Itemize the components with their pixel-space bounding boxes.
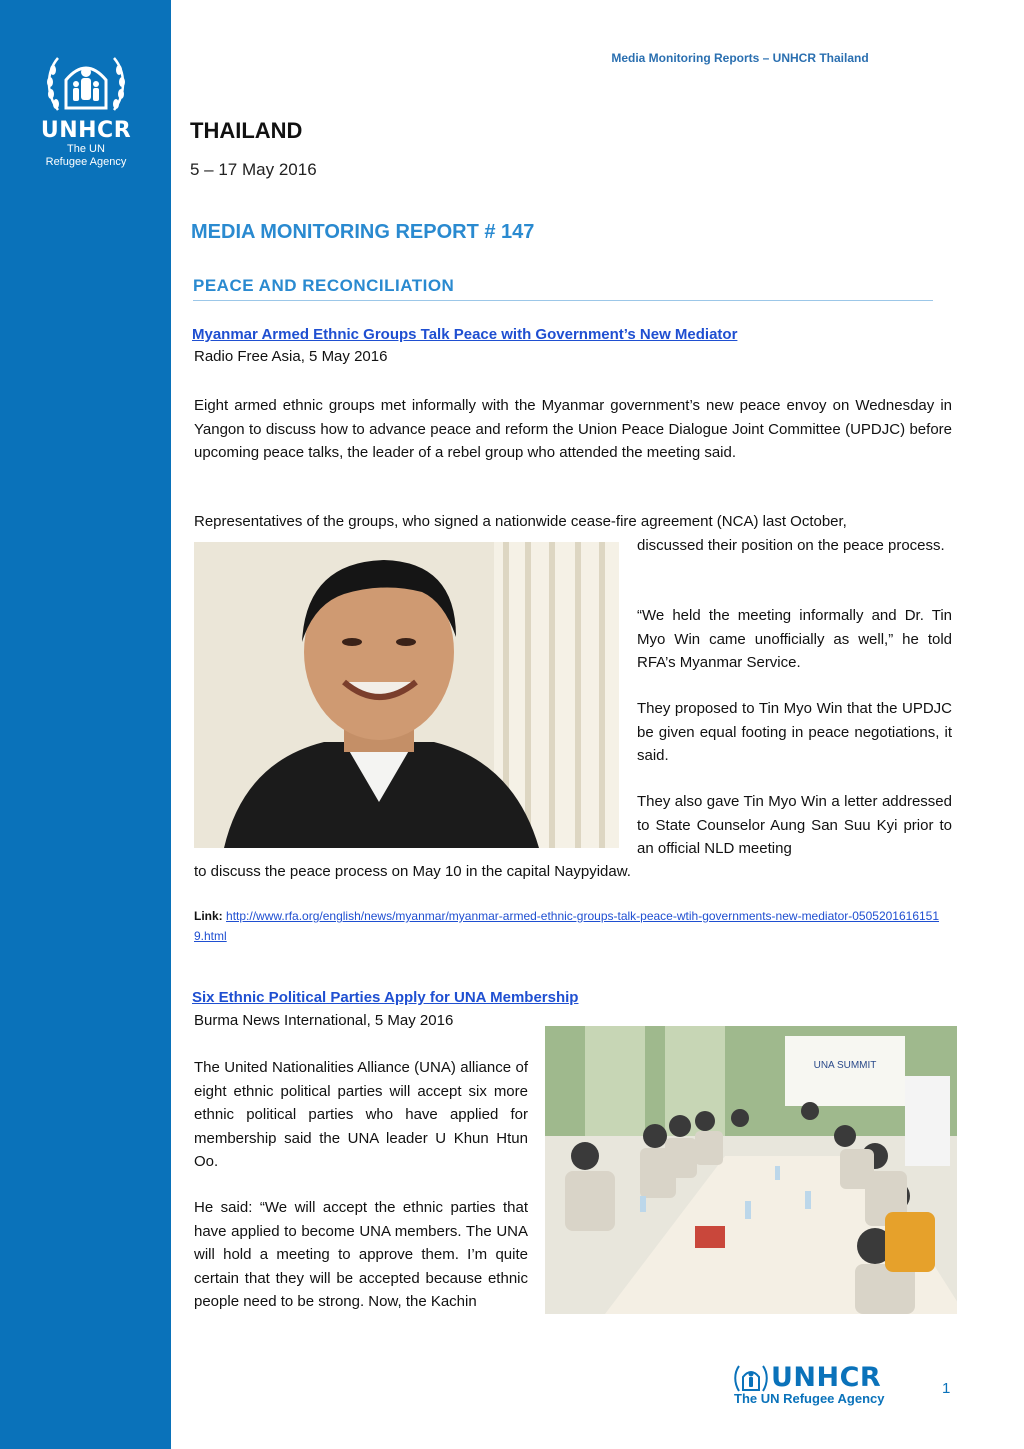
section-heading: PEACE AND RECONCILIATION [193,276,933,301]
article-1-title-link[interactable]: Myanmar Armed Ethnic Groups Talk Peace with Government’s New Mediator [192,326,738,343]
footer-logo-tagline: The UN Refugee Agency [734,1391,885,1406]
unhcr-emblem-icon [734,1363,768,1393]
article-1-paragraph-2b: discussed their position on the peace process. [637,537,945,554]
running-header: Media Monitoring Reports – UNHCR Thailand [611,51,869,65]
country-heading: THAILAND [190,118,303,143]
article-1-photo [194,542,619,848]
article-2-paragraph-2: He said: “We will accept the ethnic parties that have applied to become UNA members. The UNA will hold a meeting to approve them. I’m quite certain that they will be accepted because ethnic people need to be strong. Now, the Kachin [194,1199,528,1310]
article-1-paragraph-1: Eight armed ethnic groups met informally with the Myanmar government’s new peace envoy on Wednesday in Yangon to discuss how to advance peace and reform the Union Peace Dialogue Joint Committee (UPDJC) before upcoming peace talks, the leader of a rebel group who attended the meeting said. [194,397,952,461]
link-label: Link: [194,909,223,923]
sidebar-band [0,0,171,1449]
article-1-link-line [194,906,939,946]
sidebar-logo-tagline-1: The UN [67,143,105,155]
sidebar-logo-tagline-2: Refugee Agency [45,156,127,168]
article-2-source: Burma News International, 5 May 2016 [194,1012,454,1029]
unhcr-emblem-icon [44,50,128,114]
article-1-paragraph-2a: Representatives of the groups, who signed a nationwide cease-fire agreement (NCA) last October, [194,513,847,530]
article-1-paragraph-5a: They also gave Tin Myo Win a letter addressed to State Counselor Aung San Suu Kyi prior to an official NLD meeting [637,793,952,857]
article-2-photo [545,1026,957,1314]
unhcr-logo [30,50,142,169]
article-1-paragraph-3: “We held the meeting informally and Dr. Tin Myo Win came unofficially as well,” he told RFA’s Myanmar Service. [637,607,952,671]
report-title: MEDIA MONITORING REPORT # 147 [191,221,535,243]
page-number: 1 [942,1380,951,1397]
article-2-paragraph-1: The United Nationalities Alliance (UNA) alliance of eight ethnic political parties will accept six more ethnic political parties who have applied for membership said the UNA leader U Khun Htun Oo. [194,1059,528,1170]
date-range: 5 – 17 May 2016 [190,160,317,179]
article-2-title-link[interactable]: Six Ethnic Political Parties Apply for UNA Membership [192,989,579,1006]
article-1-source: Radio Free Asia, 5 May 2016 [194,348,388,365]
footer-logo-wordmark: UNHCR [771,1362,882,1393]
footer-unhcr-logo [734,1362,904,1406]
photo-banner-text: UNA SUMMIT [813,1060,877,1071]
article-1-url-link[interactable]: http://www.rfa.org/english/news/myanmar/myanmar-armed-ethnic-groups-talk-peace-wtih-governments-new-mediator-05052016161519.html [194,909,940,943]
article-1-paragraph-4: They proposed to Tin Myo Win that the UPDJC be given equal footing in peace negotiations, it said. [637,700,952,764]
article-1-paragraph-5b: to discuss the peace process on May 10 in the capital Naypyidaw. [194,863,631,880]
sidebar-logo-wordmark: UNHCR [40,118,132,143]
